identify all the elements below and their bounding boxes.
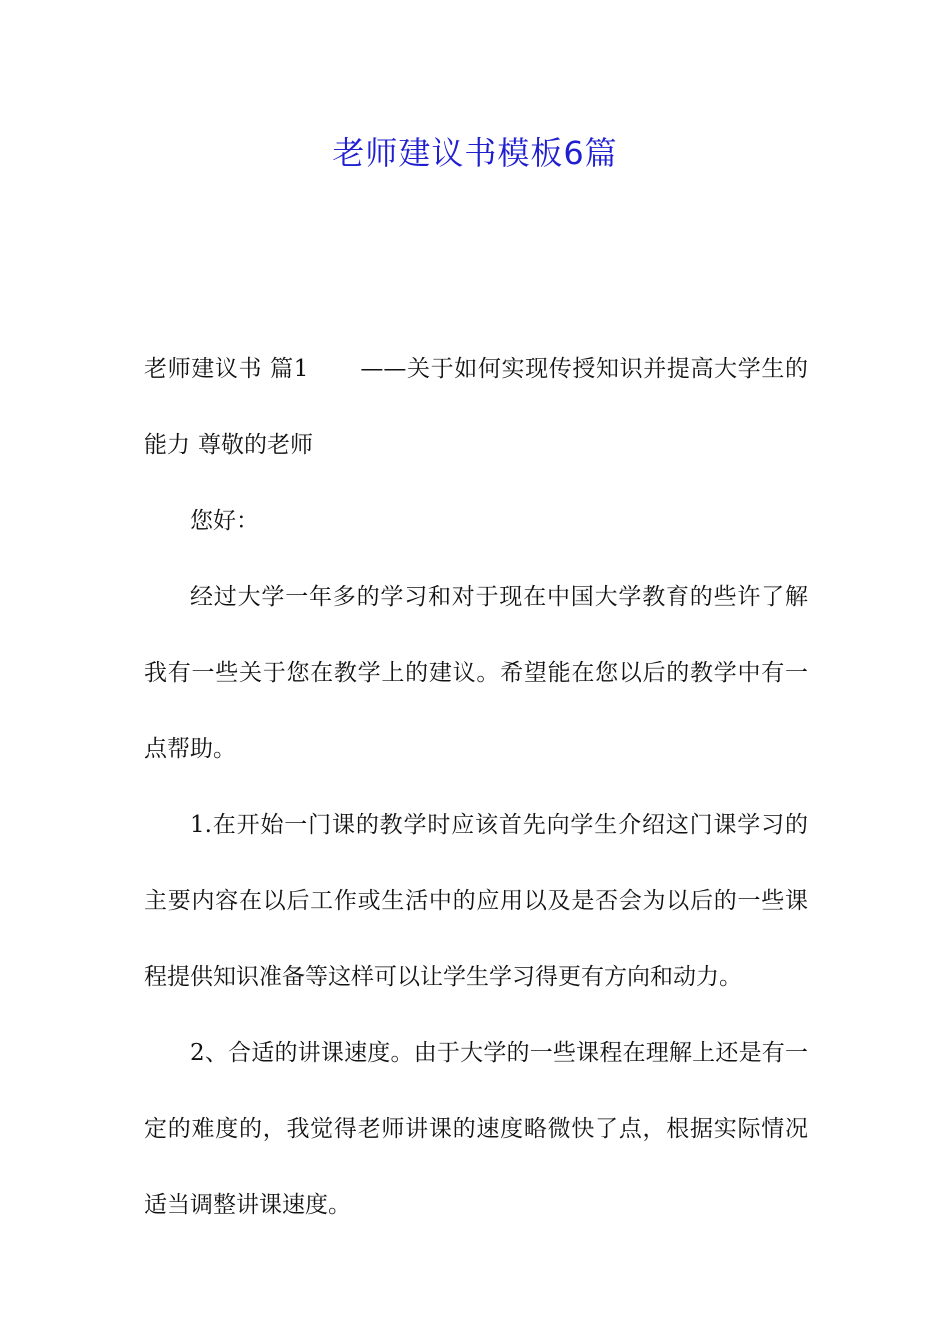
section-subtitle: ——关于如何实现传授知识并提高大学生的能力 (144, 356, 809, 458)
paragraph-suggestion-1: 1.在开始一门课的教学时应该首先向学生介绍这门课学习的主要内容在以后工作或生活中的应用以及是否会为以后的一些课程提供知识准备等这样可以让学生学习得更有方向和动力。 (144, 812, 808, 990)
document-body (144, 331, 808, 1243)
salutation: 尊敬的老师 (198, 432, 313, 458)
paragraph-intro: 经过大学一年多的学习和对于现在中国大学教育的些许了解我有一些关于您在教学上的建议。希望能在您以后的教学中有一点帮助。 (144, 584, 808, 762)
document-title: 老师建议书模板6篇 (332, 134, 618, 172)
greeting: 您好： (190, 508, 259, 534)
section-heading (144, 331, 808, 483)
section-label: 老师建议书 篇1 (144, 356, 309, 382)
paragraph-suggestion-2: 2、合适的讲课速度。由于大学的一些课程在理解上还是有一定的难度的，我觉得老师讲课的速度略微快了点，根据实际情况适当调整讲课速度。 (144, 1040, 808, 1218)
